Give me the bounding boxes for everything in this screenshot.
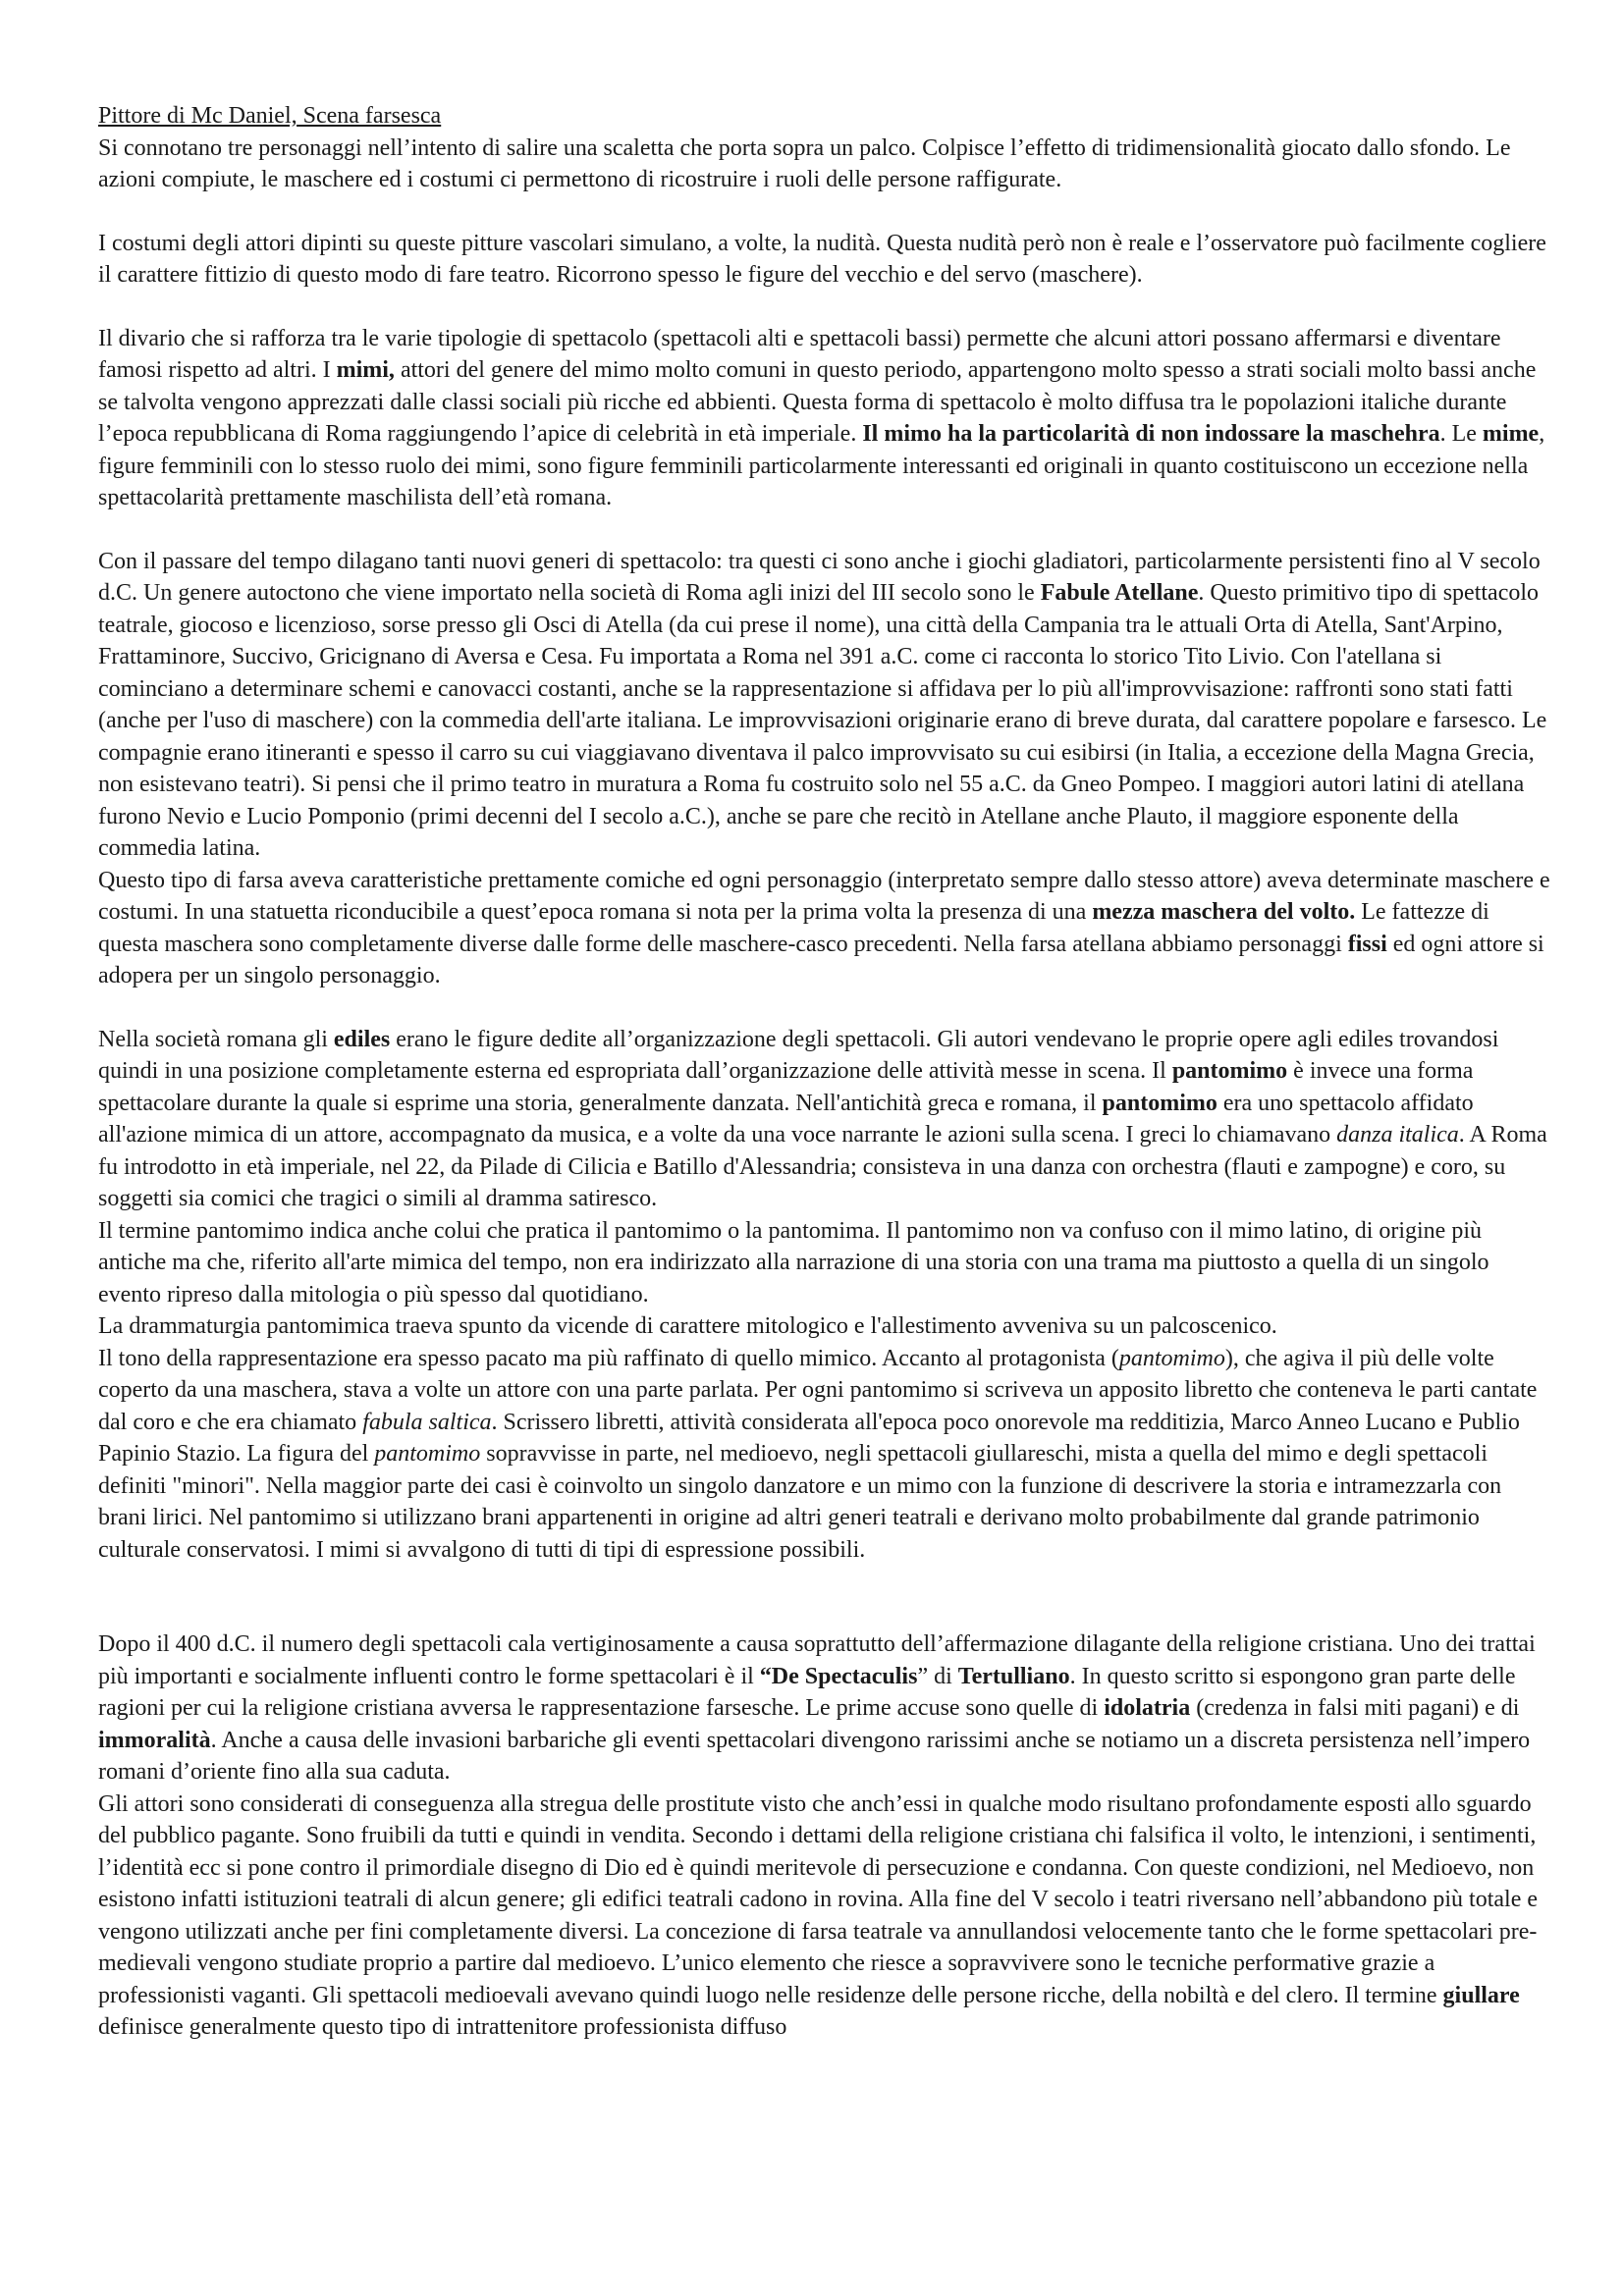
- paragraph-6: Nella società romana gli ediles erano le figure dedite all’organizzazione degli spettacoli. Gli autori vendevano le proprie opere agli ediles trovandosi quindi in una posizione completamente esterna ed espropriata dall’organizzazione delle attività messe in scena. Il pantomimo è invece una forma spettacolare durante la quale si esprime una storia, generalmente danzata. Nell'antichità greca e romana, il pantomimo era uno spettacolo affidato all'azione mimica di un attore, accompagnato da musica, e a volte da una voce narrante le azioni sulla scena. I greci lo chiamavano danza italica. A Roma fu introdotto in età imperiale, nel 22, da Pilade di Cilicia e Batillo d'Alessandria; consisteva in una danza con orchestra (flauti e zampogne) e coro, su soggetti sia comici che tragici o simili al dramma satiresco.: [98, 1026, 1547, 1211]
- bold-term: “De Spectaculis: [759, 1663, 918, 1689]
- bold-term: Tertulliano: [957, 1663, 1070, 1689]
- italic-term: danza italica: [1336, 1122, 1459, 1148]
- bold-term: Fabule Atellane: [1040, 580, 1199, 606]
- bold-term: fissi: [1347, 931, 1387, 957]
- italic-term: pantomimo: [374, 1441, 481, 1467]
- document-page: [98, 100, 1551, 2044]
- bold-term: mime: [1482, 421, 1540, 447]
- italic-term: pantomimo: [1118, 1345, 1225, 1371]
- bold-term: mezza maschera del volto.: [1092, 899, 1356, 925]
- bold-term: idolatria: [1104, 1695, 1191, 1721]
- paragraph-11: Gli attori sono considerati di conseguenza alla stregua delle prostitute visto che anch’essi in qualche modo risultano profondamente esposti allo sguardo del pubblico pagante. Sono fruibili da tutti e quindi in vendita. Secondo i dettami della religione cristiana chi falsifica il volto, le intenzioni, i sentimenti, l’identità ecc si pone contro il primordiale disegno di Dio ed è quindi meritevole di persecuzione e condanna. Con queste condizioni, nel Medioevo, non esistono infatti istituzioni teatrali di alcun genere; gli edifici teatrali cadono in rovina. Alla fine del V secolo i teatri riversano nell’abbandono più totale e vengono utilizzati anche per fini completamente diversi. La concezione di farsa teatrale va annullandosi velocemente tanto che le forme spettacolari pre-medievali vengono studiate proprio a partire dal medioevo. L’unico elemento che riesce a sopravvivere sono le tecniche performative grazie a professionisti vaganti. Gli spettacoli medioevali avevano quindi luogo nelle residenze delle persone ricche, della nobiltà e del clero. Il termine giullare definisce generalmente questo tipo di intrattenitore professionista diffuso: [98, 1790, 1538, 2040]
- paragraph-7: Il termine pantomimo indica anche colui che pratica il pantomimo o la pantomima. Il pantomimo non va confuso con il mimo latino, di origine più antiche ma che, riferito all'arte mimica del tempo, non era indirizzato alla narrazione di una storia con una trama ma piuttosto a quella di un singolo evento ripreso dalla mitologia o più spesso dal quotidiano.: [98, 1217, 1489, 1308]
- bold-term: mimi,: [336, 357, 395, 383]
- paragraph-8: La drammaturgia pantomimica traeva spunto da vicende di carattere mitologico e l'allestimento avveniva su un palcoscenico.: [98, 1313, 1277, 1339]
- paragraph-1: Si connotano tre personaggi nell’intento di salire una scaletta che porta sopra un palco. Colpisce l’effetto di tridimensionalità giocato dallo sfondo. Le azioni compiute, le maschere ed i costumi ci permettono di ricostruire i ruoli delle persone raffigurate.: [98, 134, 1511, 192]
- bold-term: ediles: [333, 1026, 391, 1052]
- paragraph-5: Questo tipo di farsa aveva caratteristiche prettamente comiche ed ogni personaggio (interpretato sempre dallo stesso attore) aveva determinate maschere e costumi. In una statuetta riconducibile a quest’epoca romana si nota per la prima volta la presenza di una mezza maschera del volto. Le fattezze di questa maschera sono completamente diverse dalle forme delle maschere-casco precedenti. Nella farsa atellana abbiamo personaggi fissi ed ogni attore si adopera per un singolo personaggio.: [98, 867, 1550, 988]
- bold-term: Il mimo ha la particolarità di non indossare la maschehra: [862, 421, 1440, 447]
- paragraph-3: Il divario che si rafforza tra le varie tipologie di spettacolo (spettacoli alti e spettacoli bassi) permette che alcuni attori possano affermarsi e diventare famosi rispetto ad altri. I mimi, attori del genere del mimo molto comuni in questo periodo, appartengono molto spesso a strati sociali molto bassi anche se talvolta vengono apprezzati dalle classi sociali più ricche ed abbienti. Questa forma di spettacolo è molto diffusa tra le popolazioni italiche durante l’epoca repubblicana di Roma raggiungendo l’apice di celebrità in età imperiale. Il mimo ha la particolarità di non indossare la maschehra. Le mime, figure femminili con lo stesso ruolo dei mimi, sono figure femminili particolarmente interessanti ed originali in quanto costituiscono un eccezione nella spettacolarità prettamente maschilista dell’età romana.: [98, 325, 1545, 510]
- italic-term: fabula saltica: [362, 1409, 492, 1435]
- paragraph-9: Il tono della rappresentazione era spesso pacato ma più raffinato di quello mimico. Accanto al protagonista (pantomimo), che agiva il più delle volte coperto da una maschera, stava a volte un attore con una parte parlata. Per ogni pantomimo si scriveva un apposito libretto che conteneva le parti cantate dal coro e che era chiamato fabula saltica. Scrissero libretti, attività considerata all'epoca poco onorevole ma redditizia, Marco Anneo Lucano e Publio Papinio Stazio. La figura del pantomimo sopravvisse in parte, nel medioevo, negli spettacoli giullareschi, mista a quella del mimo e degli spettacoli definiti "minori". Nella maggior parte dei casi è coinvolto un singolo danzatore e un mimo con la funzione di descrivere la storia e intramezzarla con brani lirici. Nel pantomimo si utilizzano brani appartenenti in origine ad altri generi teatrali e derivano molto probabilmente dal grande patrimonio culturale conservatosi. I mimi si avvalgono di tutti di tipi di espressione possibili.: [98, 1345, 1538, 1563]
- paragraph-4: Con il passare del tempo dilagano tanti nuovi generi di spettacolo: tra questi ci sono anche i giochi gladiatori, particolarmente persistenti fino al V secolo d.C. Un genere autoctono che viene importato nella società di Roma agli inizi del III secolo sono le Fabule Atellane. Questo primitivo tipo di spettacolo teatrale, giocoso e licenzioso, sorse presso gli Osci di Atella (da cui prese il nome), una città della Campania tra le attuali Orta di Atella, Sant'Arpino, Frattaminore, Succivo, Gricignano di Aversa e Cesa. Fu importata a Roma nel 391 a.C. come ci racconta lo storico Tito Livio. Con l'atellana si cominciano a determinare schemi e canovacci costanti, anche se la rappresentazione si affidava per lo più all'improvvisazione: raffronti sono stati fatti (anche per l'uso di maschere) con la commedia dell'arte italiana. Le improvvisazioni originarie erano di breve durata, dal carattere popolare e farsesco. Le compagnie erano itineranti e spesso il carro su cui viaggiavano diventava il palco improvvisato su cui esibirsi (in Italia, a eccezione della Magna Grecia, non esistevano teatri). Si pensi che il primo teatro in muratura a Roma fu costruito solo nel 55 a.C. da Gneo Pompeo. I maggiori autori latini di atellana furono Nevio e Lucio Pomponio (primi decenni del I secolo a.C.), anche se pare che recitò in Atellane anche Plauto, il maggiore esponente della commedia latina.: [98, 548, 1547, 861]
- bold-term: pantomimo: [1171, 1058, 1288, 1084]
- paragraph-10: Dopo il 400 d.C. il numero degli spettacoli cala vertiginosamente a causa soprattutto dell’affermazione dilagante della religione cristiana. Uno dei trattai più importanti e socialmente influenti contro le forme spettacolari è il “De Spectaculis” di Tertulliano. In questo scritto si espongono gran parte delle ragioni per cui la religione cristiana avversa le rappresentazione farsesche. Le prime accuse sono quelle di idolatria (credenza in falsi miti pagani) e di immoralità. Anche a causa delle invasioni barbariche gli eventi spettacolari divengono rarissimi anche se notiamo un a discreta persistenza nell’impero romani d’oriente fino alla sua caduta.: [98, 1631, 1536, 1785]
- document-title: Pittore di Mc Daniel, Scena farsesca: [98, 103, 442, 129]
- bold-term: immoralità: [98, 1727, 211, 1753]
- bold-term: pantomimo: [1102, 1090, 1217, 1116]
- paragraph-2: I costumi degli attori dipinti su queste pitture vascolari simulano, a volte, la nudità. Questa nudità però non è reale e l’osservatore può facilmente cogliere il carattere fittizio di questo modo di fare teatro. Ricorrono spesso le figure del vecchio e del servo (maschere).: [98, 230, 1546, 288]
- bold-term: giullare: [1442, 1982, 1520, 2008]
